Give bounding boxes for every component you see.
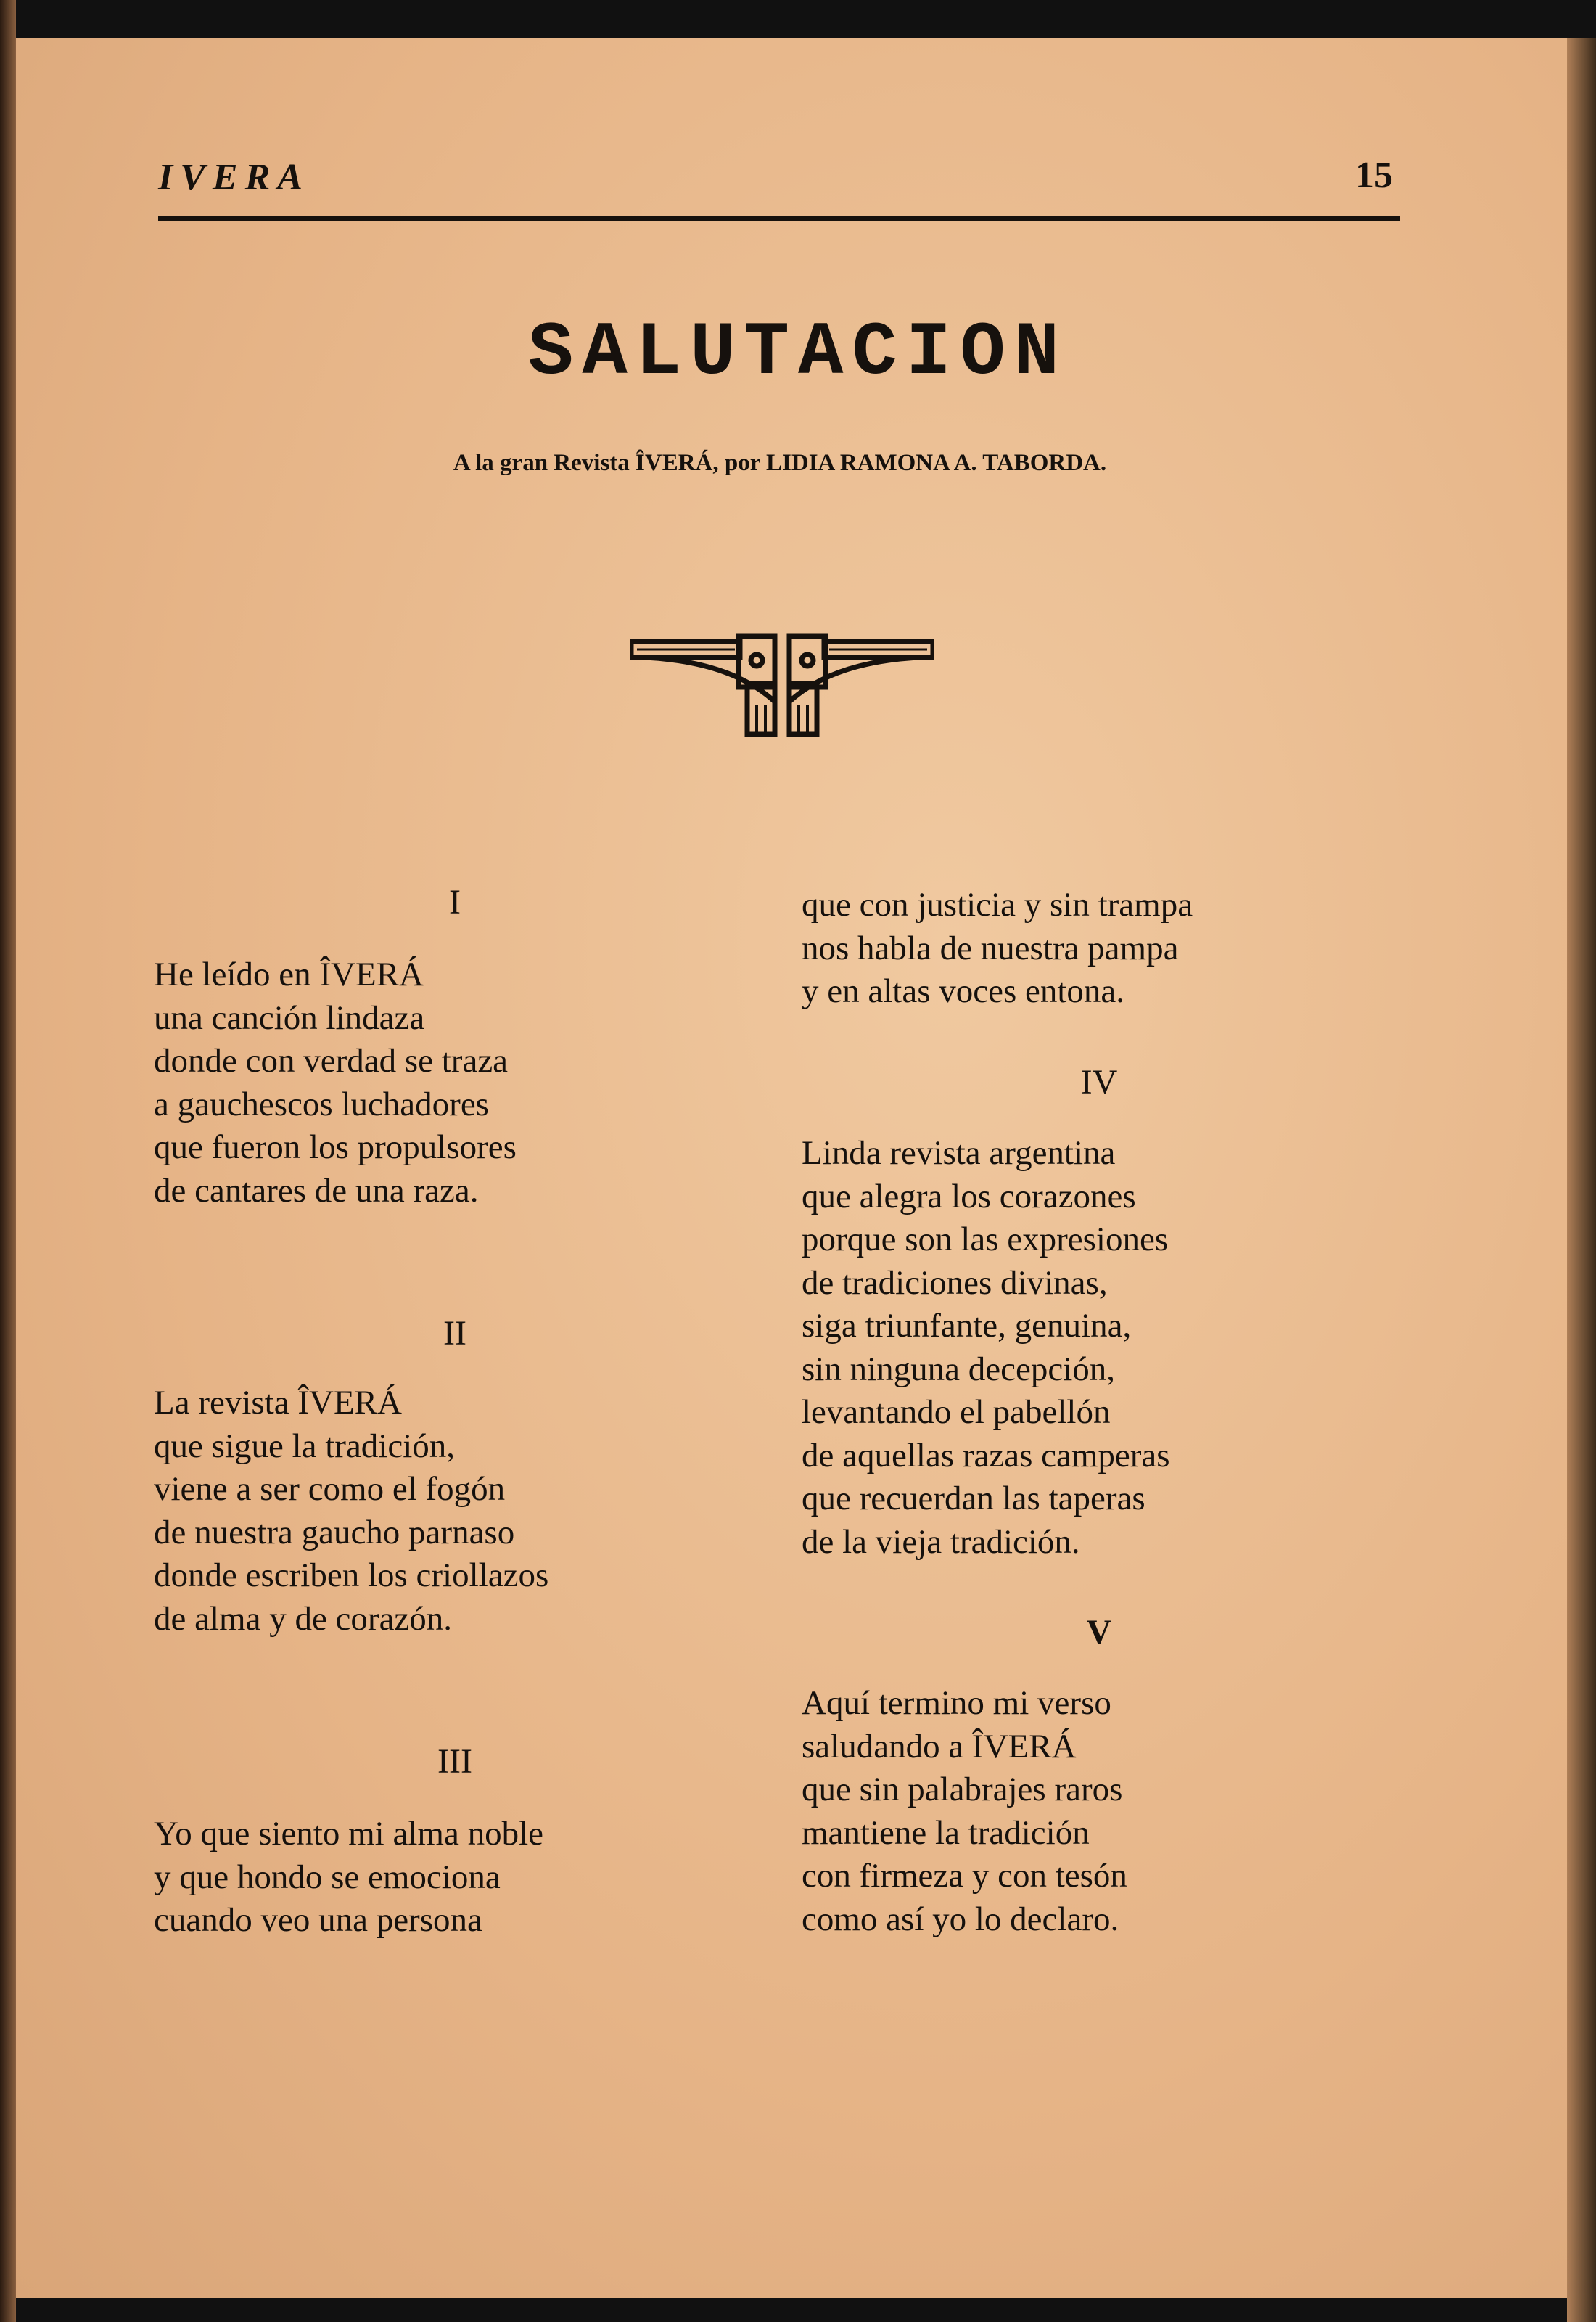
stanza-3 — [154, 1813, 543, 1942]
verse-line: donde escriben los criollazos — [154, 1556, 549, 1594]
verse-line: de nuestra gaucho parnaso — [154, 1513, 515, 1551]
page-number: 15 — [1355, 155, 1393, 196]
verse-line: mantiene la tradición — [802, 1813, 1090, 1852]
verse-line: de aquellas razas camperas — [802, 1436, 1170, 1474]
running-title: IVERA — [158, 157, 310, 198]
verse-line: siga triunfante, genuina, — [802, 1307, 1132, 1345]
verse-line: de cantares de una raza. — [154, 1171, 479, 1210]
verse-line: a gauchescos luchadores — [154, 1085, 489, 1123]
verse-line: que fueron los propulsores — [154, 1128, 517, 1166]
verse-line: porque son las expresiones — [802, 1221, 1169, 1258]
verse-line: sin ninguna decepción, — [802, 1350, 1116, 1388]
stanza-4 — [802, 1132, 1170, 1564]
verse-line: Linda revista argentina — [802, 1134, 1116, 1172]
verse-line: levantando el pabellón — [802, 1393, 1111, 1431]
verse-line: con firmeza y con tesón — [802, 1857, 1127, 1895]
verse-line: que con justicia y sin trampa — [802, 886, 1193, 924]
verse-line: una canción lindaza — [154, 998, 425, 1037]
stanza-numeral: II — [443, 1314, 466, 1353]
stanza-3-continued — [802, 884, 1193, 1014]
header-rule — [158, 216, 1400, 221]
verse-line: saludando a ÎVERÁ — [802, 1727, 1077, 1765]
verse-line: de tradiciones divinas, — [802, 1263, 1108, 1302]
verse-line: donde con verdad se traza — [154, 1042, 509, 1080]
ornament-icon — [630, 633, 934, 742]
stanza-2 — [154, 1382, 548, 1641]
verse-line: viene a ser como el fogón — [154, 1470, 506, 1508]
verse-line: y en altas voces entona. — [802, 972, 1125, 1010]
stanza-numeral: III — [437, 1742, 472, 1781]
verse-line: cuando veo una persona — [154, 1901, 482, 1939]
verse-line: La revista ÎVERÁ — [154, 1384, 402, 1421]
stanza-numeral: V — [1086, 1613, 1112, 1652]
stanza-numeral: IV — [1080, 1063, 1118, 1101]
poem-subtitle: A la gran Revista ÎVERÁ, por LIDIA RAMONA A. TABORDA. — [453, 450, 1107, 476]
verse-line: Yo que siento mi alma noble — [154, 1815, 543, 1853]
verse-line: Aquí termino mi verso — [802, 1684, 1111, 1722]
verse-line: He leído en ÎVERÁ — [154, 956, 424, 993]
stanza-1 — [154, 953, 517, 1213]
verse-line: que sin palabrajes raros — [802, 1771, 1123, 1808]
verse-line: que recuerdan las taperas — [802, 1480, 1145, 1517]
verse-line: que sigue la tradición, — [154, 1427, 456, 1465]
verse-line: y que hondo se emociona — [154, 1858, 501, 1896]
verse-line: de alma y de corazón. — [154, 1599, 453, 1638]
verse-line: que alegra los corazones — [802, 1177, 1136, 1215]
verse-line: nos habla de nuestra pampa — [802, 929, 1179, 967]
verse-line: de la vieja tradición. — [802, 1522, 1080, 1561]
stanza-numeral: I — [449, 883, 461, 922]
verse-line: como así yo lo declaro. — [802, 1900, 1119, 1938]
stanza-5 — [802, 1682, 1127, 1941]
poem-title: SALUTACION — [527, 311, 1069, 396]
